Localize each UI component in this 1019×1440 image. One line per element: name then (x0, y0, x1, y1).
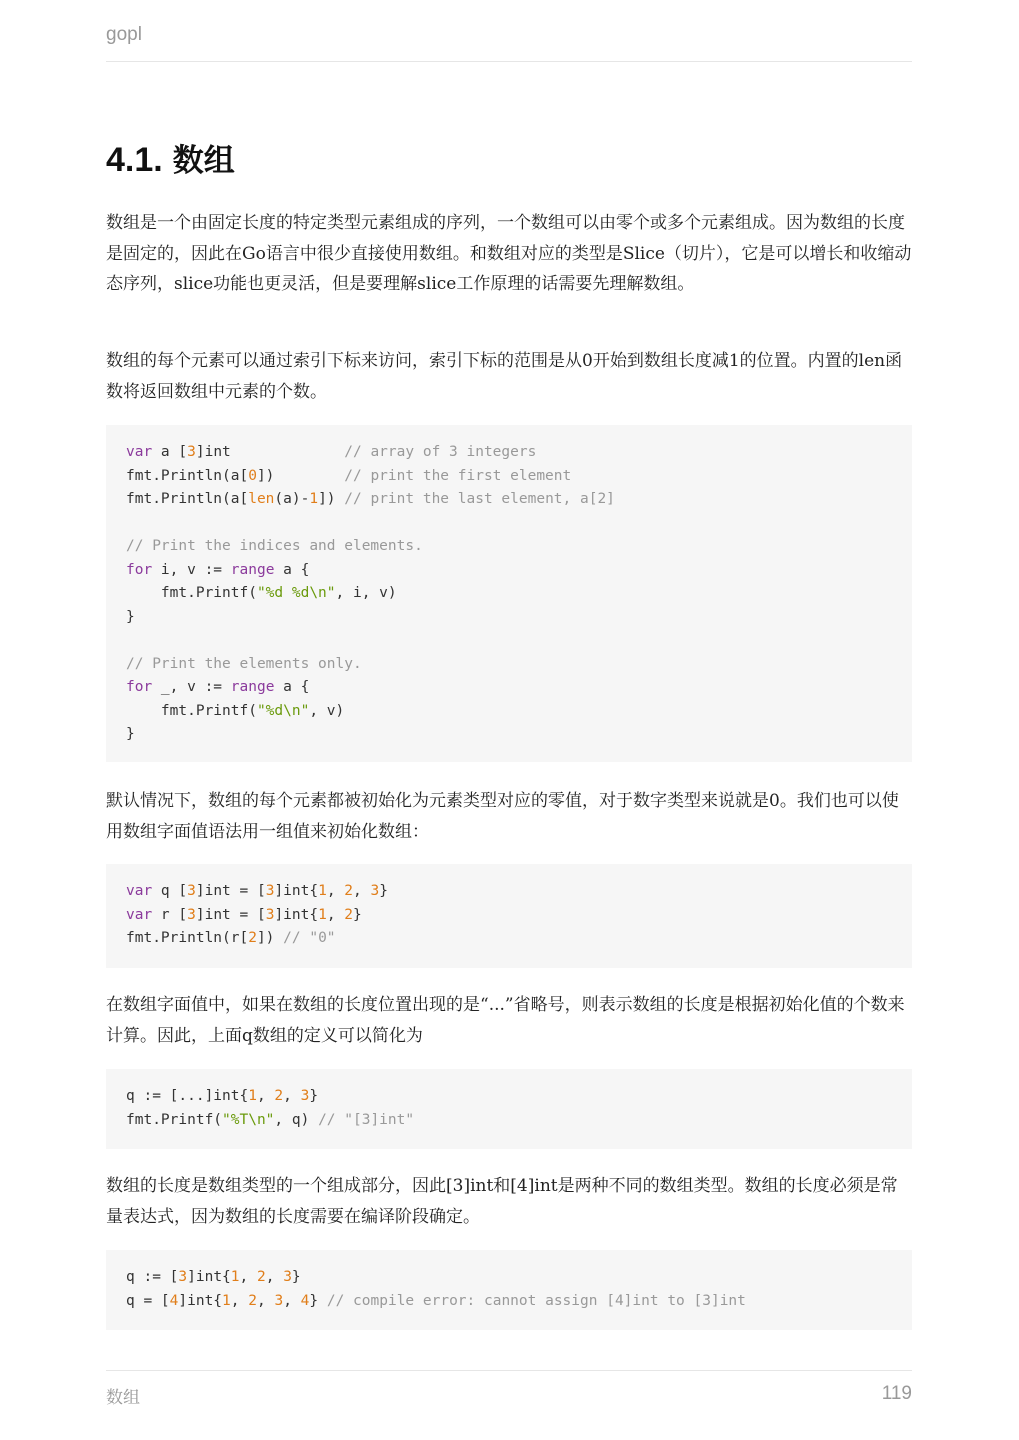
code-line (126, 723, 892, 747)
code-number: 4 (169, 1292, 179, 1309)
code-comment: // print the first element (344, 467, 572, 484)
code-line (126, 1109, 892, 1133)
code-line (126, 441, 892, 465)
code-block-ellipsis-literal (106, 1069, 912, 1149)
code-comment: // Print the elements only. (126, 655, 362, 672)
code-number: 3 (370, 883, 380, 899)
code-line (126, 582, 892, 606)
code-number: 2 (344, 883, 354, 899)
code-text: } (379, 883, 388, 899)
code-text: , v) (309, 702, 345, 719)
section-number: 4.1. (106, 141, 163, 179)
code-line (126, 629, 892, 653)
code-line (126, 512, 892, 536)
code-text: fmt.Println(a[ (126, 467, 249, 484)
code-string: "%d\n" (256, 702, 310, 719)
paragraph-array-types: 数组的长度是数组类型的一个组成部分，因此[3]int和[4]int是两种不同的数组类型。数组的长度必须是常量表达式，因为数组的长度需要在编译阶段确定。 (106, 1176, 898, 1227)
code-comment: // "[3]int" (318, 1111, 415, 1128)
code-keyword: range (230, 679, 275, 695)
code-text: ]int = [ (195, 906, 266, 923)
section-title: 数组 (172, 143, 235, 179)
code-text: } (126, 726, 135, 742)
code-number: 1 (318, 883, 327, 899)
code-number: 1 (222, 1292, 231, 1309)
code-number: 3 (274, 1292, 284, 1309)
code-keyword: var (126, 444, 153, 460)
code-string: "%T\n" (222, 1111, 275, 1128)
code-text: ]int (195, 444, 345, 460)
code-number: 2 (248, 1292, 257, 1309)
paragraph-ellipsis: 在数组字面值中，如果在数组的长度位置出现的是“...”省略号，则表示数组的长度是根据初始化值的个数来计算。因此，上面q数组的定义可以简化为 (106, 995, 905, 1046)
code-keyword: for (126, 561, 153, 578)
code-text: , (283, 1292, 301, 1309)
code-text: q [ (152, 883, 188, 899)
code-text: a { (274, 561, 310, 578)
code-text: fmt.Printf( (126, 702, 257, 719)
code-text: q = [ (126, 1292, 170, 1309)
code-builtin: len (248, 491, 275, 507)
code-number: 1 (309, 491, 319, 507)
code-number: 2 (248, 930, 257, 946)
code-line (126, 465, 892, 489)
code-comment: // "0" (283, 930, 336, 946)
code-number: 3 (187, 883, 196, 899)
page-header (106, 24, 912, 62)
code-text: ]int{ (187, 1269, 231, 1285)
paragraph-intro: 数组是一个由固定长度的特定类型元素组成的序列，一个数组可以由零个或多个元素组成。因为数组的长度是固定的，因此在Go语言中很少直接使用数组。和数组对应的类型是Slice（切片），它是可以增长和收缩动态序列，slice功能也更灵活，但是要理解slice工作原理的话需要先理解数组。 (106, 213, 912, 294)
code-number: 1 (318, 906, 327, 923)
code-text: ]int = [ (195, 883, 266, 899)
code-text: , (283, 1088, 301, 1104)
section-heading (106, 135, 235, 180)
code-line (126, 880, 892, 904)
page-number: 119 (881, 1383, 912, 1404)
code-number: 4 (300, 1292, 310, 1309)
code-line (126, 559, 892, 583)
code-text: , (265, 1269, 284, 1285)
code-line (126, 700, 892, 724)
code-number: 2 (344, 906, 354, 923)
code-text: ]) (318, 491, 345, 507)
code-text: ]) (256, 467, 345, 484)
code-number: 3 (265, 883, 275, 899)
code-text: , (326, 906, 345, 923)
code-block-type-mismatch (106, 1250, 912, 1330)
code-number: 3 (178, 1269, 188, 1285)
code-text: q := [ (126, 1269, 179, 1285)
book-title: gopl (106, 24, 142, 45)
code-text: fmt.Printf( (126, 585, 257, 601)
code-block-array-literal (106, 864, 912, 968)
code-text: ]int{ (274, 883, 319, 899)
code-text: ]int{ (274, 906, 319, 923)
code-number: 3 (265, 906, 275, 923)
code-number: 3 (283, 1269, 292, 1285)
code-keyword: for (126, 679, 153, 695)
code-text: a [ (152, 444, 188, 460)
code-text: , (353, 883, 371, 899)
code-text: } (309, 1088, 319, 1104)
code-text: q := [...]int{ (126, 1088, 249, 1104)
code-number: 2 (256, 1269, 266, 1285)
code-number: 1 (248, 1088, 257, 1104)
code-text: r [ (152, 906, 188, 923)
code-number: 3 (187, 906, 196, 923)
code-text: , (239, 1269, 257, 1285)
code-text: fmt.Println(r[ (126, 930, 249, 946)
code-text: , (326, 883, 345, 899)
code-comment: // array of 3 integers (344, 444, 537, 460)
code-text: i, v := (152, 561, 231, 578)
code-number: 2 (274, 1088, 284, 1104)
code-line (126, 488, 892, 512)
code-text: , (256, 1088, 275, 1104)
code-line (126, 676, 892, 700)
code-line (126, 927, 892, 951)
code-number: 0 (248, 467, 257, 484)
code-line (126, 1290, 892, 1314)
code-text: , (256, 1292, 275, 1309)
code-text: } (309, 1292, 327, 1309)
code-comment: // print the last element, a[2] (344, 491, 615, 507)
code-line (126, 904, 892, 928)
code-text: (a)- (274, 491, 310, 507)
code-line (126, 1085, 892, 1109)
code-number: 1 (230, 1269, 240, 1285)
page-footer (106, 1370, 912, 1421)
paragraph-index-access: 数组的每个元素可以通过索引下标来访问，索引下标的范围是从0开始到数组长度减1的位置。内置的len函数将返回数组中元素的个数。 (106, 351, 903, 402)
code-text: , q) (274, 1111, 319, 1128)
code-text: , (230, 1292, 249, 1309)
code-text: a { (274, 679, 310, 695)
code-keyword: range (230, 561, 275, 578)
code-text: fmt.Printf( (126, 1111, 223, 1128)
footer-chapter: 数组 (106, 1388, 140, 1408)
code-number: 3 (300, 1088, 310, 1104)
code-text: _, v := (152, 679, 231, 695)
code-keyword: var (126, 906, 153, 923)
code-line (126, 535, 892, 559)
code-text: } (126, 608, 135, 625)
code-line (126, 606, 892, 630)
code-line (126, 1266, 892, 1290)
code-text: fmt.Println(a[ (126, 491, 249, 507)
paragraph-zero-values: 默认情况下，数组的每个元素都被初始化为元素类型对应的零值，对于数字类型来说就是0。我们也可以使用数组字面值语法用一组值来初始化数组： (106, 791, 899, 842)
code-block-array-basics (106, 425, 912, 762)
code-text: , i, v) (335, 585, 397, 601)
code-line (126, 653, 892, 677)
code-string: "%d %d\n" (256, 585, 336, 601)
code-text: } (291, 1269, 301, 1285)
code-number: 3 (187, 444, 196, 460)
code-text: } (353, 906, 362, 923)
code-comment: // Print the indices and elements. (126, 538, 423, 554)
code-text: ]) (256, 930, 284, 946)
code-comment: // compile error: cannot assign [4]int to [3]int (326, 1292, 746, 1309)
code-text: ]int{ (178, 1292, 223, 1309)
code-keyword: var (126, 883, 153, 899)
